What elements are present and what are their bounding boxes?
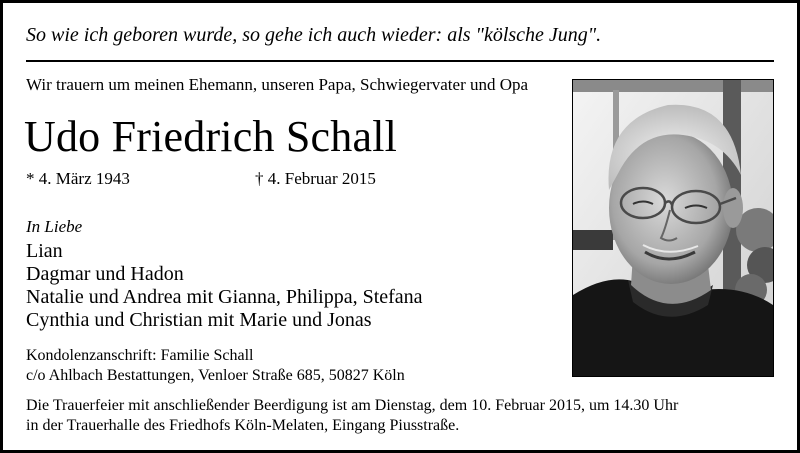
ceremony-info	[26, 396, 678, 436]
death-date: † 4. Februar 2015	[255, 169, 376, 188]
mourners-list	[26, 240, 423, 332]
condolence-line: c/o Ahlbach Bestattungen, Venloer Straße 685, 50827 Köln	[26, 367, 405, 384]
in-liebe-label: In Liebe	[26, 217, 83, 236]
motto-quote: So wie ich geboren wurde, so gehe ich auch wieder: als "kölsche Jung".	[26, 24, 602, 46]
mourner-line: Cynthia und Christian mit Marie und Jonas	[26, 309, 372, 331]
mourner-line: Natalie und Andrea mit Gianna, Philippa, Stefana	[26, 286, 423, 308]
deceased-name: Udo Friedrich Schall	[24, 112, 398, 161]
portrait-illustration	[573, 80, 773, 376]
birth-date: * 4. März 1943	[26, 169, 130, 188]
ceremony-line: Die Trauerfeier mit anschließender Beerdigung ist am Dienstag, dem 10. Februar 2015, um 14.30 Uhr	[26, 397, 679, 414]
condolence-line: Kondolenzanschrift: Familie Schall	[26, 347, 254, 364]
mourner-line: Dagmar und Hadon	[26, 263, 184, 285]
portrait-photo	[572, 79, 774, 377]
condolence-address	[26, 346, 405, 386]
intro-text: Wir trauern um meinen Ehemann, unseren Papa, Schwiegervater und Opa	[26, 75, 529, 94]
ceremony-line: in der Trauerhalle des Friedhofs Köln-Melaten, Eingang Piusstraße.	[26, 417, 460, 434]
mourner-line: Lian	[26, 240, 63, 262]
divider-line	[26, 60, 774, 62]
